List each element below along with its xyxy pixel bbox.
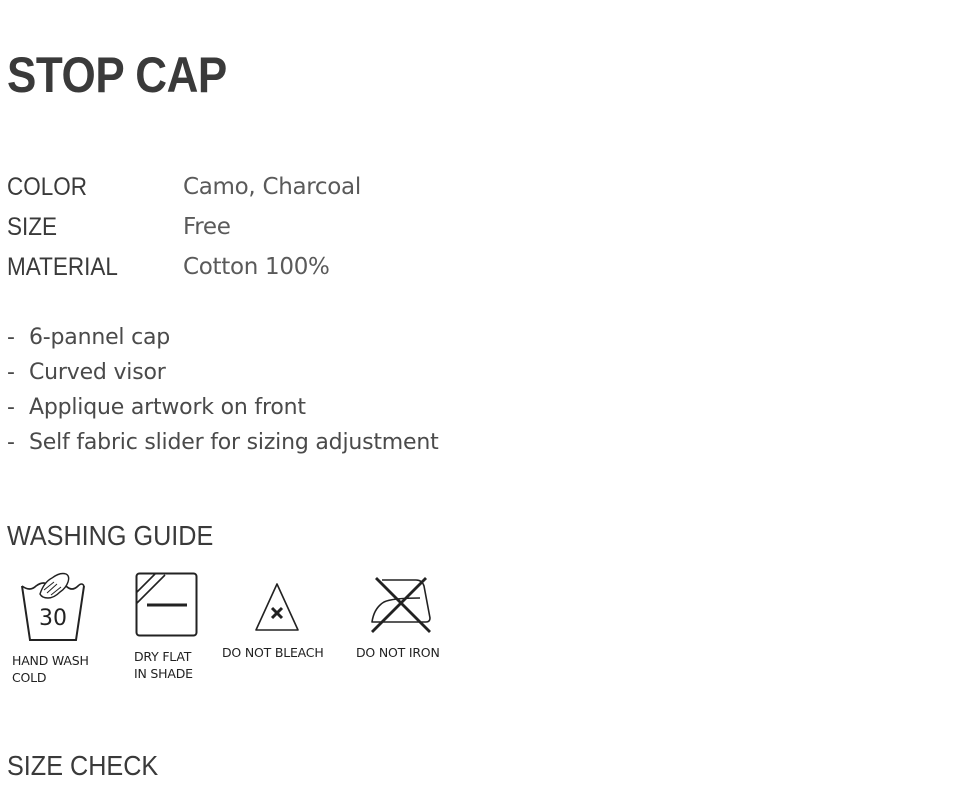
spec-label-color: COLOR [7, 173, 88, 201]
care-item-hand-wash [12, 572, 89, 692]
care-label-dry-flat: DRY FLAT IN SHADE [134, 649, 193, 681]
washing-guide-heading: WASHING GUIDE [7, 520, 214, 551]
product-title: STOP CAP [7, 47, 227, 103]
spec-value-material: Cotton 100% [183, 254, 330, 280]
feature-item [7, 320, 439, 355]
spec-row-color [7, 167, 361, 207]
spec-label-material: MATERIAL [7, 253, 118, 281]
do-not-bleach-icon [254, 572, 300, 634]
care-item-dry-flat [134, 572, 199, 692]
bullet-dash: - [7, 360, 15, 385]
bullet-dash: - [7, 430, 15, 455]
feature-text: Curved visor [29, 360, 166, 385]
spec-row-material [7, 247, 361, 287]
care-label-do-not-iron: DO NOT IRON [356, 645, 440, 660]
size-check-heading: SIZE CHECK [7, 750, 159, 781]
feature-text: 6-pannel cap [29, 325, 171, 350]
do-not-iron-icon [370, 572, 432, 634]
feature-item [7, 425, 439, 460]
spec-value-color: Camo, Charcoal [183, 174, 361, 200]
feature-item [7, 390, 439, 425]
feature-text: Self fabric slider for sizing adjustment [29, 430, 439, 455]
spec-row-size [7, 207, 361, 247]
care-label-do-not-bleach: DO NOT BLEACH [222, 645, 324, 660]
feature-item [7, 355, 439, 390]
spec-label-size: SIZE [7, 213, 58, 241]
bullet-dash: - [7, 395, 15, 420]
feature-text: Applique artwork on front [29, 395, 306, 420]
care-item-do-not-iron [356, 572, 456, 692]
care-item-do-not-bleach [222, 572, 337, 692]
hand-wash-temperature: 30 [39, 606, 67, 631]
spec-table [7, 167, 361, 287]
hand-wash-cold-icon [20, 572, 86, 642]
care-label-hand-wash: HAND WASH COLD [12, 653, 89, 685]
spec-value-size: Free [183, 214, 231, 240]
feature-list [7, 320, 439, 460]
dry-flat-in-shade-icon [135, 572, 199, 638]
bullet-dash: - [7, 325, 15, 350]
